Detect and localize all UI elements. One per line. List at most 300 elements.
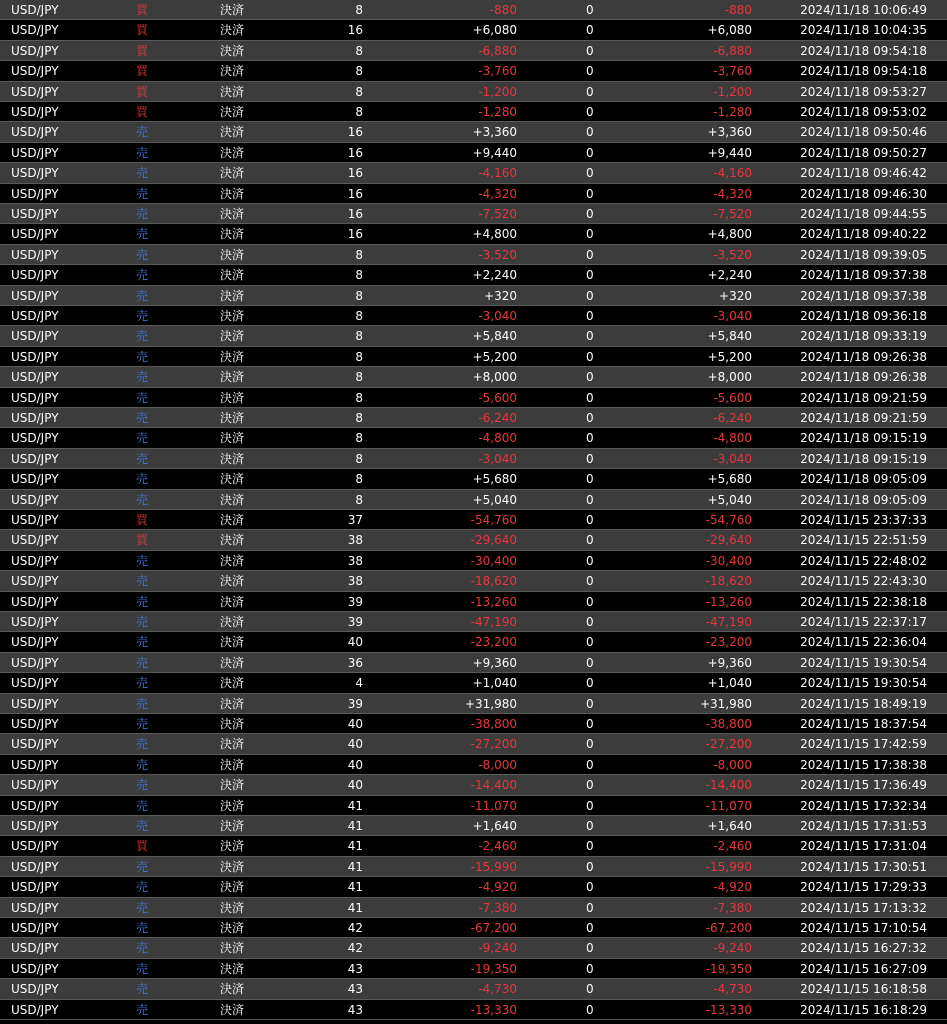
quantity-cell: 8 (355, 472, 363, 487)
trade-type-cell: 決済 (220, 349, 245, 364)
swap-cell: 0 (586, 125, 594, 140)
currency-pair-cell: USD/JPY (11, 819, 59, 833)
quantity-cell: 8 (355, 411, 363, 425)
currency-pair-cell: USD/JPY (11, 961, 59, 976)
profit-loss-cell: +31,980 (464, 696, 517, 711)
quantity-cell: 16 (347, 23, 363, 38)
quantity-cell: 8 (355, 105, 363, 119)
total-pnl-cell: -14,400 (705, 778, 752, 793)
total-pnl-cell: +2,240 (707, 268, 752, 283)
trade-side-cell: 売 (136, 880, 149, 895)
trade-side-cell: 売 (136, 309, 149, 323)
swap-cell: 0 (586, 941, 594, 956)
swap-cell: 0 (586, 594, 594, 609)
table-row[interactable] (0, 204, 947, 224)
profit-loss-cell: -38,800 (470, 717, 517, 731)
currency-pair-cell: USD/JPY (11, 757, 59, 772)
profit-loss-cell: -13,260 (470, 594, 517, 609)
trade-type-cell: 決済 (220, 676, 245, 691)
timestamp-cell: 2024/11/18 09:26:38 (800, 370, 927, 385)
trade-side-cell: 売 (136, 370, 149, 385)
trade-side-cell: 売 (136, 247, 149, 262)
currency-pair-cell: USD/JPY (11, 676, 59, 691)
table-row[interactable] (0, 510, 947, 530)
table-row[interactable] (0, 857, 947, 877)
total-pnl-cell: -67,200 (705, 921, 752, 935)
currency-pair-cell: USD/JPY (11, 23, 59, 38)
timestamp-cell: 2024/11/15 22:37:17 (800, 615, 927, 629)
swap-cell: 0 (586, 3, 594, 17)
quantity-cell: 41 (347, 819, 363, 833)
trade-side-cell: 売 (136, 390, 149, 405)
table-row[interactable] (0, 265, 947, 285)
swap-cell: 0 (586, 247, 594, 262)
table-row[interactable] (0, 245, 947, 265)
currency-pair-cell: USD/JPY (11, 207, 59, 221)
quantity-cell: 42 (347, 941, 363, 956)
table-row[interactable] (0, 61, 947, 81)
quantity-cell: 16 (347, 186, 363, 201)
quantity-cell: 16 (347, 145, 363, 160)
total-pnl-cell: +9,440 (707, 145, 752, 160)
trade-type-cell: 決済 (220, 594, 245, 609)
table-row[interactable] (0, 469, 947, 489)
trade-type-cell: 決済 (220, 84, 245, 99)
trade-side-cell: 売 (136, 615, 149, 629)
total-pnl-cell: -54,760 (705, 513, 752, 527)
swap-cell: 0 (586, 349, 594, 364)
trade-side-cell: 売 (136, 349, 149, 364)
table-row[interactable] (0, 612, 947, 632)
trade-type-cell: 決済 (220, 472, 245, 487)
currency-pair-cell: USD/JPY (11, 492, 59, 507)
total-pnl-cell: +5,840 (707, 329, 752, 344)
trade-side-cell: 売 (136, 288, 149, 303)
profit-loss-cell: +9,440 (472, 145, 517, 160)
total-pnl-cell: -23,200 (705, 635, 752, 650)
swap-cell: 0 (586, 696, 594, 711)
total-pnl-cell: -13,260 (705, 594, 752, 609)
table-row[interactable] (0, 367, 947, 387)
table-row[interactable] (0, 408, 947, 428)
trade-side-cell: 売 (136, 1002, 149, 1017)
table-row[interactable] (0, 877, 947, 897)
timestamp-cell: 2024/11/15 22:51:59 (800, 533, 927, 548)
swap-cell: 0 (586, 431, 594, 446)
trade-type-cell: 決済 (220, 431, 245, 446)
profit-loss-cell: -13,330 (470, 1002, 517, 1017)
currency-pair-cell: USD/JPY (11, 921, 59, 935)
profit-loss-cell: -1,280 (478, 105, 517, 119)
currency-pair-cell: USD/JPY (11, 268, 59, 283)
trade-type-cell: 決済 (220, 3, 245, 17)
timestamp-cell: 2024/11/18 09:21:59 (800, 390, 927, 405)
trade-type-cell: 決済 (220, 145, 245, 160)
trade-side-cell: 売 (136, 900, 149, 915)
timestamp-cell: 2024/11/18 09:21:59 (800, 411, 927, 425)
profit-loss-cell: +5,840 (472, 329, 517, 344)
timestamp-cell: 2024/11/15 17:13:32 (800, 900, 927, 915)
timestamp-cell: 2024/11/15 22:38:18 (800, 594, 927, 609)
trade-type-cell: 決済 (220, 186, 245, 201)
currency-pair-cell: USD/JPY (11, 574, 59, 589)
profit-loss-cell: -19,350 (470, 961, 517, 976)
table-row[interactable] (0, 836, 947, 856)
profit-loss-cell: -3,520 (478, 247, 517, 262)
timestamp-cell: 2024/11/18 09:50:46 (800, 125, 927, 140)
trade-type-cell: 決済 (220, 390, 245, 405)
trade-type-cell: 決済 (220, 227, 245, 242)
table-row[interactable] (0, 20, 947, 40)
quantity-cell: 39 (347, 615, 363, 629)
table-row[interactable] (0, 816, 947, 836)
table-row[interactable] (0, 979, 947, 999)
table-row[interactable] (0, 184, 947, 204)
profit-loss-cell: -9,240 (478, 941, 517, 956)
currency-pair-cell: USD/JPY (11, 125, 59, 140)
total-pnl-cell: -38,800 (705, 717, 752, 731)
swap-cell: 0 (586, 921, 594, 935)
quantity-cell: 16 (347, 227, 363, 242)
trade-side-cell: 売 (136, 982, 149, 997)
swap-cell: 0 (586, 839, 594, 854)
table-row[interactable] (0, 102, 947, 122)
profit-loss-cell: -880 (489, 3, 517, 17)
trade-type-cell: 決済 (220, 247, 245, 262)
trade-side-cell: 売 (136, 125, 149, 140)
profit-loss-cell: -4,800 (478, 431, 517, 446)
trade-side-cell: 売 (136, 227, 149, 242)
swap-cell: 0 (586, 635, 594, 650)
swap-cell: 0 (586, 880, 594, 895)
total-pnl-cell: -3,520 (713, 247, 752, 262)
profit-loss-cell: -15,990 (470, 859, 517, 874)
swap-cell: 0 (586, 655, 594, 670)
currency-pair-cell: USD/JPY (11, 105, 59, 119)
total-pnl-cell: -4,920 (713, 880, 752, 895)
trade-side-cell: 売 (136, 921, 149, 935)
table-row[interactable] (0, 673, 947, 693)
table-row[interactable] (0, 347, 947, 367)
quantity-cell: 8 (355, 370, 363, 385)
timestamp-cell: 2024/11/15 17:31:04 (800, 839, 927, 854)
trade-type-cell: 決済 (220, 64, 245, 79)
table-row[interactable] (0, 82, 947, 102)
trade-side-cell: 売 (136, 145, 149, 160)
currency-pair-cell: USD/JPY (11, 349, 59, 364)
currency-pair-cell: USD/JPY (11, 737, 59, 752)
quantity-cell: 43 (347, 1002, 363, 1017)
table-row[interactable] (0, 388, 947, 408)
timestamp-cell: 2024/11/15 17:32:34 (800, 798, 927, 813)
trade-side-cell: 売 (136, 329, 149, 344)
currency-pair-cell: USD/JPY (11, 84, 59, 99)
trade-type-cell: 決済 (220, 574, 245, 589)
profit-loss-cell: +9,360 (472, 655, 517, 670)
table-row[interactable] (0, 0, 947, 20)
table-row[interactable] (0, 428, 947, 448)
trade-type-cell: 決済 (220, 553, 245, 568)
swap-cell: 0 (586, 717, 594, 731)
table-row[interactable] (0, 326, 947, 346)
total-pnl-cell: -3,760 (713, 64, 752, 79)
table-row[interactable] (0, 490, 947, 510)
currency-pair-cell: USD/JPY (11, 615, 59, 629)
trade-type-cell: 決済 (220, 166, 245, 181)
trade-side-cell: 売 (136, 941, 149, 956)
total-pnl-cell: -1,200 (713, 84, 752, 99)
trade-type-cell: 決済 (220, 941, 245, 956)
trade-type-cell: 決済 (220, 696, 245, 711)
swap-cell: 0 (586, 798, 594, 813)
quantity-cell: 4 (355, 676, 363, 691)
table-row[interactable] (0, 224, 947, 244)
table-row[interactable] (0, 551, 947, 571)
swap-cell: 0 (586, 309, 594, 323)
quantity-cell: 8 (355, 288, 363, 303)
profit-loss-cell: -18,620 (470, 574, 517, 589)
table-row[interactable] (0, 959, 947, 979)
total-pnl-cell: -4,730 (713, 982, 752, 997)
trade-type-cell: 決済 (220, 370, 245, 385)
timestamp-cell: 2024/11/18 09:46:30 (800, 186, 927, 201)
trade-side-cell: 売 (136, 655, 149, 670)
quantity-cell: 8 (355, 268, 363, 283)
currency-pair-cell: USD/JPY (11, 778, 59, 793)
total-pnl-cell: -2,460 (713, 839, 752, 854)
swap-cell: 0 (586, 207, 594, 221)
swap-cell: 0 (586, 329, 594, 344)
trade-type-cell: 決済 (220, 492, 245, 507)
profit-loss-cell: +2,240 (472, 268, 517, 283)
profit-loss-cell: -67,200 (470, 921, 517, 935)
swap-cell: 0 (586, 533, 594, 548)
swap-cell: 0 (586, 900, 594, 915)
profit-loss-cell: -29,640 (470, 533, 517, 548)
table-row[interactable] (0, 734, 947, 754)
table-row[interactable] (0, 286, 947, 306)
total-pnl-cell: -11,070 (705, 798, 752, 813)
table-row[interactable] (0, 714, 947, 734)
quantity-cell: 16 (347, 166, 363, 181)
quantity-cell: 41 (347, 900, 363, 915)
quantity-cell: 42 (347, 921, 363, 935)
swap-cell: 0 (586, 105, 594, 119)
quantity-cell: 8 (355, 390, 363, 405)
total-pnl-cell: -4,160 (713, 166, 752, 181)
total-pnl-cell: -6,880 (713, 43, 752, 58)
table-row[interactable] (0, 632, 947, 652)
quantity-cell: 43 (347, 961, 363, 976)
table-row[interactable] (0, 306, 947, 326)
timestamp-cell: 2024/11/15 16:27:09 (800, 961, 927, 976)
trade-side-cell: 売 (136, 798, 149, 813)
swap-cell: 0 (586, 64, 594, 79)
timestamp-cell: 2024/11/15 18:49:19 (800, 696, 927, 711)
profit-loss-cell: -27,200 (470, 737, 517, 752)
trade-side-cell: 買 (136, 43, 149, 58)
quantity-cell: 40 (347, 635, 363, 650)
trade-side-cell: 売 (136, 411, 149, 425)
table-row[interactable] (0, 143, 947, 163)
trade-type-cell: 決済 (220, 717, 245, 731)
swap-cell: 0 (586, 513, 594, 527)
swap-cell: 0 (586, 411, 594, 425)
quantity-cell: 8 (355, 431, 363, 446)
timestamp-cell: 2024/11/15 18:37:54 (800, 717, 927, 731)
table-row[interactable] (0, 775, 947, 795)
quantity-cell: 8 (355, 451, 363, 466)
table-row[interactable] (0, 755, 947, 775)
total-pnl-cell: -47,190 (705, 615, 752, 629)
currency-pair-cell: USD/JPY (11, 1002, 59, 1017)
timestamp-cell: 2024/11/18 09:05:09 (800, 472, 927, 487)
trade-type-cell: 決済 (220, 329, 245, 344)
trade-side-cell: 売 (136, 676, 149, 691)
profit-loss-cell: -3,760 (478, 64, 517, 79)
currency-pair-cell: USD/JPY (11, 696, 59, 711)
swap-cell: 0 (586, 268, 594, 283)
swap-cell: 0 (586, 43, 594, 58)
trade-type-cell: 決済 (220, 125, 245, 140)
trade-side-cell: 売 (136, 553, 149, 568)
table-row[interactable] (0, 653, 947, 673)
table-row[interactable] (0, 163, 947, 183)
quantity-cell: 38 (347, 553, 363, 568)
table-row[interactable] (0, 694, 947, 714)
table-row[interactable] (0, 796, 947, 816)
timestamp-cell: 2024/11/15 17:42:59 (800, 737, 927, 752)
trade-type-cell: 決済 (220, 533, 245, 548)
profit-loss-cell: -4,920 (478, 880, 517, 895)
profit-loss-cell: -7,520 (478, 207, 517, 221)
quantity-cell: 43 (347, 982, 363, 997)
quantity-cell: 37 (347, 513, 363, 527)
currency-pair-cell: USD/JPY (11, 533, 59, 548)
total-pnl-cell: -3,040 (713, 309, 752, 323)
trade-type-cell: 決済 (220, 513, 245, 527)
total-pnl-cell: +4,800 (707, 227, 752, 242)
currency-pair-cell: USD/JPY (11, 288, 59, 303)
quantity-cell: 41 (347, 859, 363, 874)
trade-type-cell: 決済 (220, 880, 245, 895)
quantity-cell: 16 (347, 125, 363, 140)
profit-loss-cell: -11,070 (470, 798, 517, 813)
timestamp-cell: 2024/11/18 10:04:35 (800, 23, 927, 38)
timestamp-cell: 2024/11/18 09:53:27 (800, 84, 927, 99)
currency-pair-cell: USD/JPY (11, 553, 59, 568)
profit-loss-cell: -1,200 (478, 84, 517, 99)
total-pnl-cell: +5,200 (707, 349, 752, 364)
swap-cell: 0 (586, 982, 594, 997)
swap-cell: 0 (586, 1002, 594, 1017)
total-pnl-cell: -5,600 (713, 390, 752, 405)
trade-type-cell: 決済 (220, 839, 245, 854)
trade-side-cell: 買 (136, 839, 149, 854)
trade-side-cell: 売 (136, 268, 149, 283)
swap-cell: 0 (586, 23, 594, 38)
timestamp-cell: 2024/11/15 16:18:29 (800, 1002, 927, 1017)
total-pnl-cell: -4,320 (713, 186, 752, 201)
trade-type-cell: 決済 (220, 615, 245, 629)
trade-side-cell: 買 (136, 105, 149, 119)
total-pnl-cell: -19,350 (705, 961, 752, 976)
total-pnl-cell: -3,040 (713, 451, 752, 466)
timestamp-cell: 2024/11/18 09:33:19 (800, 329, 927, 344)
trade-type-cell: 決済 (220, 737, 245, 752)
trade-type-cell: 決済 (220, 105, 245, 119)
trade-type-cell: 決済 (220, 900, 245, 915)
total-pnl-cell: -7,520 (713, 207, 752, 221)
currency-pair-cell: USD/JPY (11, 227, 59, 242)
table-row[interactable] (0, 530, 947, 550)
table-row[interactable] (0, 918, 947, 938)
trade-type-cell: 決済 (220, 23, 245, 38)
trade-side-cell: 売 (136, 431, 149, 446)
currency-pair-cell: USD/JPY (11, 43, 59, 58)
trade-side-cell: 売 (136, 819, 149, 833)
trade-side-cell: 売 (136, 778, 149, 793)
trade-type-cell: 決済 (220, 655, 245, 670)
table-row[interactable] (0, 938, 947, 958)
table-row[interactable] (0, 898, 947, 918)
table-row[interactable] (0, 592, 947, 612)
profit-loss-cell: -4,320 (478, 186, 517, 201)
table-row[interactable] (0, 122, 947, 142)
quantity-cell: 39 (347, 696, 363, 711)
total-pnl-cell: +8,000 (707, 370, 752, 385)
table-row[interactable] (0, 571, 947, 591)
table-row[interactable] (0, 41, 947, 61)
trade-side-cell: 買 (136, 513, 149, 527)
table-row[interactable] (0, 1000, 947, 1020)
timestamp-cell: 2024/11/18 09:15:19 (800, 451, 927, 466)
swap-cell: 0 (586, 615, 594, 629)
swap-cell: 0 (586, 84, 594, 99)
profit-loss-cell: +1,040 (472, 676, 517, 691)
trade-type-cell: 決済 (220, 1002, 245, 1017)
table-row[interactable] (0, 449, 947, 469)
quantity-cell: 8 (355, 329, 363, 344)
swap-cell: 0 (586, 370, 594, 385)
profit-loss-cell: -14,400 (470, 778, 517, 793)
quantity-cell: 36 (347, 655, 363, 670)
currency-pair-cell: USD/JPY (11, 982, 59, 997)
profit-loss-cell: -8,000 (478, 757, 517, 772)
quantity-cell: 40 (347, 737, 363, 752)
timestamp-cell: 2024/11/15 22:48:02 (800, 553, 927, 568)
currency-pair-cell: USD/JPY (11, 329, 59, 344)
total-pnl-cell: +320 (719, 288, 752, 303)
trade-side-cell: 売 (136, 451, 149, 466)
profit-loss-cell: +8,000 (472, 370, 517, 385)
profit-loss-cell: +5,040 (472, 492, 517, 507)
timestamp-cell: 2024/11/15 17:36:49 (800, 778, 927, 793)
timestamp-cell: 2024/11/18 09:54:18 (800, 64, 927, 79)
total-pnl-cell: -7,380 (713, 900, 752, 915)
currency-pair-cell: USD/JPY (11, 900, 59, 915)
swap-cell: 0 (586, 859, 594, 874)
trade-type-cell: 決済 (220, 207, 245, 221)
trade-type-cell: 決済 (220, 43, 245, 58)
trade-type-cell: 決済 (220, 778, 245, 793)
quantity-cell: 40 (347, 757, 363, 772)
trade-side-cell: 売 (136, 696, 149, 711)
trade-type-cell: 決済 (220, 819, 245, 833)
total-pnl-cell: -880 (724, 3, 752, 17)
timestamp-cell: 2024/11/15 22:36:04 (800, 635, 927, 650)
currency-pair-cell: USD/JPY (11, 145, 59, 160)
